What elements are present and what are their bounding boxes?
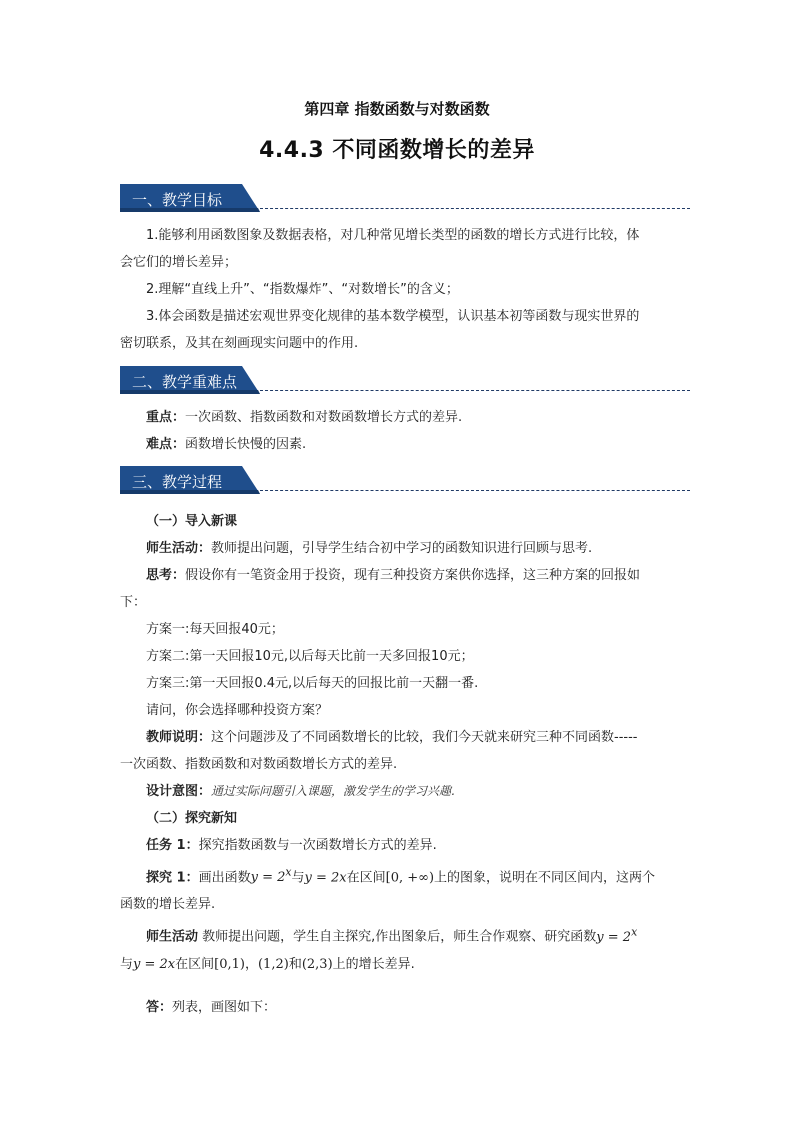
section-label: 一、教学目标 bbox=[132, 191, 223, 209]
keypoint-label: 难点： bbox=[146, 437, 186, 452]
formula: [0, +∞) bbox=[385, 870, 435, 886]
paragraph bbox=[120, 724, 680, 751]
para-label: 师生活动： bbox=[146, 541, 212, 556]
question-line: 请问，你会选择哪种投资方案？ bbox=[146, 703, 329, 718]
formula-base: y = 2 bbox=[596, 929, 632, 945]
formula bbox=[596, 925, 638, 945]
keypoint-text: 函数增长快慢的因素. bbox=[185, 437, 307, 452]
keypoints-block bbox=[120, 404, 680, 458]
keypoint-label: 重点： bbox=[146, 410, 186, 425]
para-text: 列表，画图如下： bbox=[172, 1000, 277, 1015]
para-text: 上的图象，说明在不同区间内，这两个 bbox=[434, 870, 656, 886]
keypoint-text: 一次函数、指数函数和对数函数增长方式的差异. bbox=[185, 410, 463, 425]
task-line bbox=[120, 832, 680, 859]
objective-line: 2.理解“直线上升”、“指数爆炸”、“对数增长”的含义； bbox=[146, 282, 459, 297]
plan-item: 方案一:每天回报40元； bbox=[146, 622, 284, 637]
para-label: 答： bbox=[146, 1000, 173, 1015]
activity-line bbox=[120, 918, 680, 950]
para-text: 教师提出问题，引导学生结合初中学习的函数知识进行回顾与思考. bbox=[211, 541, 593, 556]
para-text: 通过实际问题引入课题，激发学生的学习兴趣. bbox=[211, 784, 455, 798]
para-text: 这个问题涉及了不同函数增长的比较，我们今天就来研究三种不同函数----- bbox=[211, 730, 638, 745]
plan-item: 方案二:第一天回报10元,以后每天比前一天多回报10元； bbox=[146, 649, 474, 664]
para-text: 探究指数函数与一次函数增长方式的差异. bbox=[198, 838, 437, 853]
answer-line bbox=[120, 994, 680, 1021]
section-tab bbox=[120, 184, 260, 212]
objective-line: 密切联系，及其在刻画现实问题中的作用. bbox=[120, 336, 359, 351]
keypoint-line bbox=[120, 404, 680, 431]
para-label: 教师说明： bbox=[146, 730, 212, 745]
section-header-keypoints bbox=[120, 364, 690, 398]
para-label: 思考： bbox=[146, 568, 186, 583]
design-intent-line bbox=[120, 778, 680, 805]
lesson-title: 4.4.3 不同函数增长的差异 bbox=[259, 138, 535, 163]
para-text: 与 bbox=[120, 956, 134, 972]
para-text: 画出函数 bbox=[198, 870, 251, 886]
formula-sup: x bbox=[631, 925, 638, 939]
formula: y = 2x bbox=[133, 956, 176, 972]
formula: (2,3) bbox=[301, 956, 333, 972]
section-divider bbox=[260, 390, 690, 391]
formula: [0,1) bbox=[214, 956, 245, 972]
keypoint-line bbox=[120, 431, 680, 458]
para-label: 设计意图： bbox=[146, 784, 212, 799]
paragraph-cont bbox=[120, 951, 680, 978]
section-label: 二、教学重难点 bbox=[132, 373, 238, 391]
section-divider bbox=[260, 208, 690, 209]
objective-line: 会它们的增长差异； bbox=[120, 255, 238, 270]
formula-base: y = 2 bbox=[250, 870, 286, 886]
section-divider bbox=[260, 490, 690, 491]
objective-line: 1.能够利用函数图象及数据表格，对几种常见增长类型的函数的增长方式进行比较，体 bbox=[146, 228, 640, 243]
para-text: 与 bbox=[291, 870, 305, 886]
subsection-heading: （二）探究新知 bbox=[146, 811, 238, 826]
answer-block bbox=[120, 994, 680, 1021]
para-text: 教师提出问题，学生自主探究,作出图象后，师生合作观察、研究函数 bbox=[198, 929, 597, 945]
paragraph-cont: 函数的增长差异. bbox=[120, 897, 216, 913]
para-label: 师生活动 bbox=[146, 929, 199, 945]
paragraph-cont: 一次函数、指数函数和对数函数增长方式的差异. bbox=[120, 757, 398, 772]
plan-item: 方案三:第一天回报0.4元,以后每天的回报比前一天翻一番. bbox=[146, 676, 479, 691]
section-tab bbox=[120, 366, 260, 394]
paragraph bbox=[120, 562, 680, 589]
objectives-list bbox=[120, 222, 680, 357]
para-text: ， bbox=[244, 956, 258, 972]
section-header-process bbox=[120, 464, 690, 498]
para-text: 在区间 bbox=[175, 956, 215, 972]
section-header-objectives bbox=[120, 182, 690, 216]
chapter-heading: 第四章 指数函数与对数函数 bbox=[304, 100, 490, 118]
formula-sup: x bbox=[285, 866, 292, 879]
process-block bbox=[120, 508, 680, 978]
section-label: 三、教学过程 bbox=[132, 473, 223, 491]
para-text: 和 bbox=[288, 956, 302, 972]
explore-line bbox=[120, 859, 680, 891]
para-label: 探究 1： bbox=[146, 870, 199, 886]
para-text: 上的增长差异. bbox=[332, 956, 415, 972]
para-label: 任务 1： bbox=[146, 838, 199, 853]
subsection-heading: （一）导入新课 bbox=[146, 514, 238, 529]
section-tab bbox=[120, 466, 260, 494]
paragraph-cont: 下： bbox=[120, 595, 147, 610]
para-text: 假设你有一笔资金用于投资，现有三种投资方案供你选择，这三种方案的回报如 bbox=[185, 568, 641, 583]
paragraph bbox=[120, 535, 680, 562]
formula: y = 2x bbox=[304, 870, 347, 886]
objective-line: 3.体会函数是描述宏观世界变化规律的基本数学模型，认识基本初等函数与现实世界的 bbox=[146, 309, 640, 324]
para-text: 在区间 bbox=[346, 870, 386, 886]
formula bbox=[250, 866, 292, 886]
formula: (1,2) bbox=[257, 956, 289, 972]
